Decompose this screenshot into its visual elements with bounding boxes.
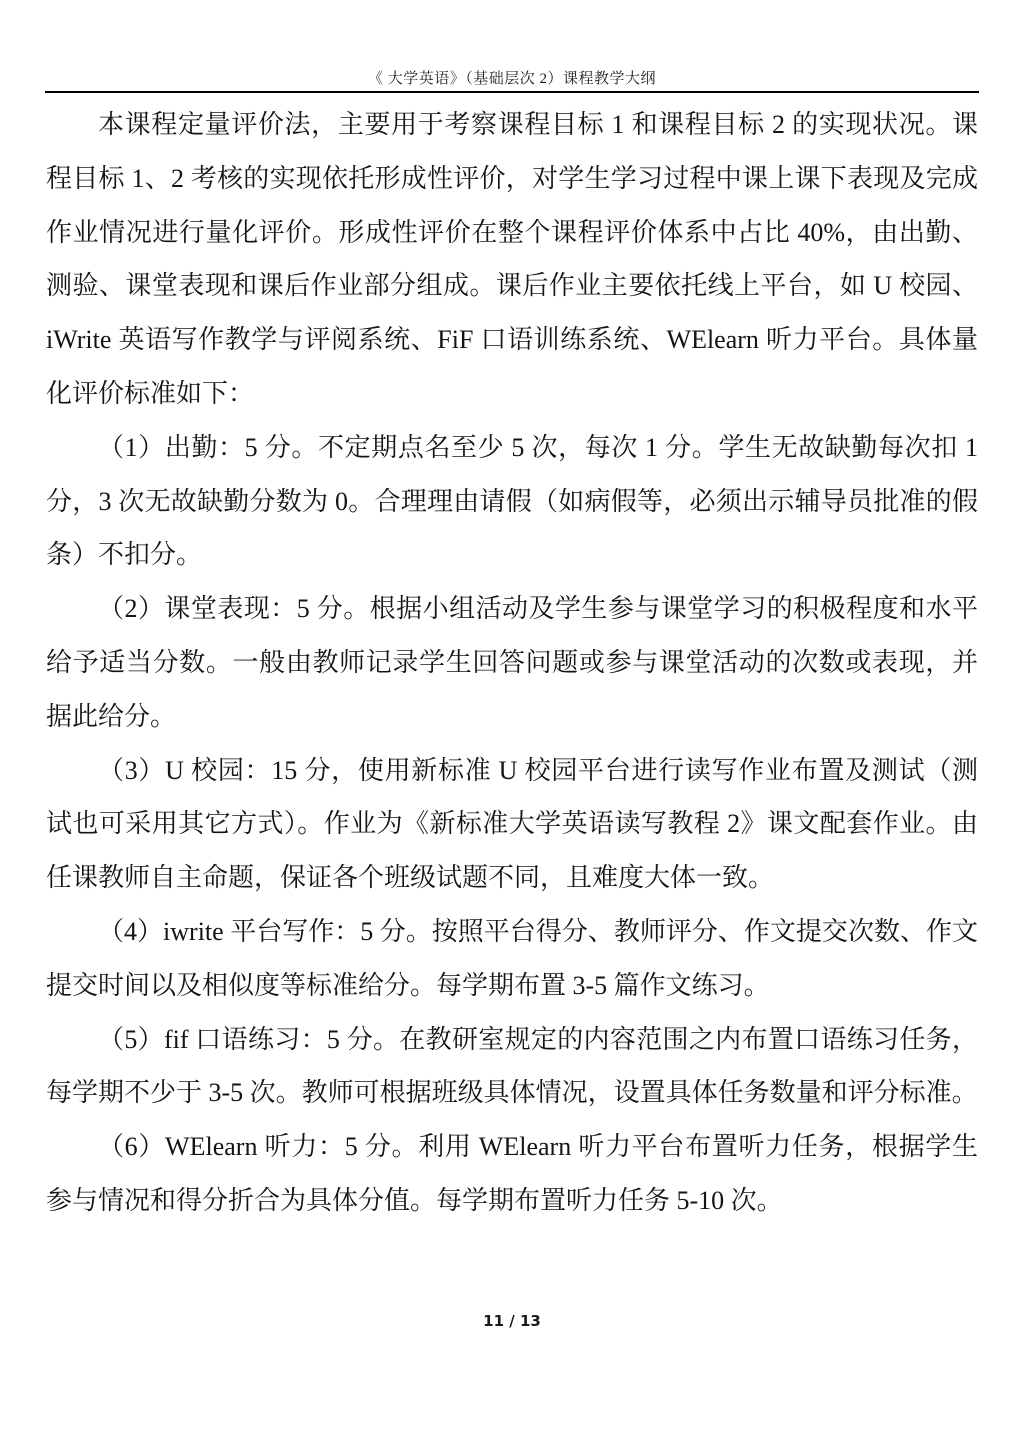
header-title: 《 大学英语》（基础层次 2）课程教学大纲 xyxy=(367,71,656,87)
page-number: 11 / 13 xyxy=(483,1312,541,1330)
paragraph-intro: 本课程定量评价法，主要用于考察课程目标 1 和课程目标 2 的实现状况。课程目标 1、2 考核的实现依托形成性评价，对学生学习过程中课上课下表现及完成作业情况进行量化评价。形成性评价在整个课程评价体系中占比 40%，由出勤、测验、课堂表现和课后作业部分组成。课后作业主要依托线上平台，如 U 校园、iWrite 英语写作教学与评阅系统、FiF 口语训练系统、WElearn 听力平台。具体量化评价标准如下： xyxy=(46,110,978,408)
document-body xyxy=(46,98,978,1228)
header-rule xyxy=(45,91,979,93)
paragraph-item-3: （3）U 校园：15 分，使用新标准 U 校园平台进行读写作业布置及测试（测试也可采用其它方式）。作业为《新标准大学英语读写教程 2》课文配套作业。由任课教师自主命题，保证各个班级试题不同，且难度大体一致。 xyxy=(46,755,978,893)
paragraph-item-4: （4）iwrite 平台写作：5 分。按照平台得分、教师评分、作文提交次数、作文提交时间以及相似度等标准给分。每学期布置 3-5 篇作文练习。 xyxy=(46,916,978,1000)
paragraph-item-1: （1）出勤：5 分。不定期点名至少 5 次，每次 1 分。学生无故缺勤每次扣 1 分，3 次无故缺勤分数为 0。合理理由请假（如病假等，必须出示辅导员批准的假条）不扣分。 xyxy=(46,432,978,570)
paragraph-item-2: （2）课堂表现：5 分。根据小组活动及学生参与课堂学习的积极程度和水平给予适当分数。一般由教师记录学生回答问题或参与课堂活动的次数或表现，并据此给分。 xyxy=(46,594,978,731)
paragraph-item-5: （5）fif 口语练习：5 分。在教研室规定的内容范围之内布置口语练习任务，每学期不少于 3-5 次。教师可根据班级具体情况，设置具体任务数量和评分标准。 xyxy=(46,1024,978,1108)
page-header xyxy=(45,67,979,88)
paragraph-item-6: （6）WElearn 听力：5 分。利用 WElearn 听力平台布置听力任务，根据学生参与情况和得分折合为具体分值。每学期布置听力任务 5-10 次。 xyxy=(46,1132,978,1215)
page-footer xyxy=(0,1312,1024,1330)
